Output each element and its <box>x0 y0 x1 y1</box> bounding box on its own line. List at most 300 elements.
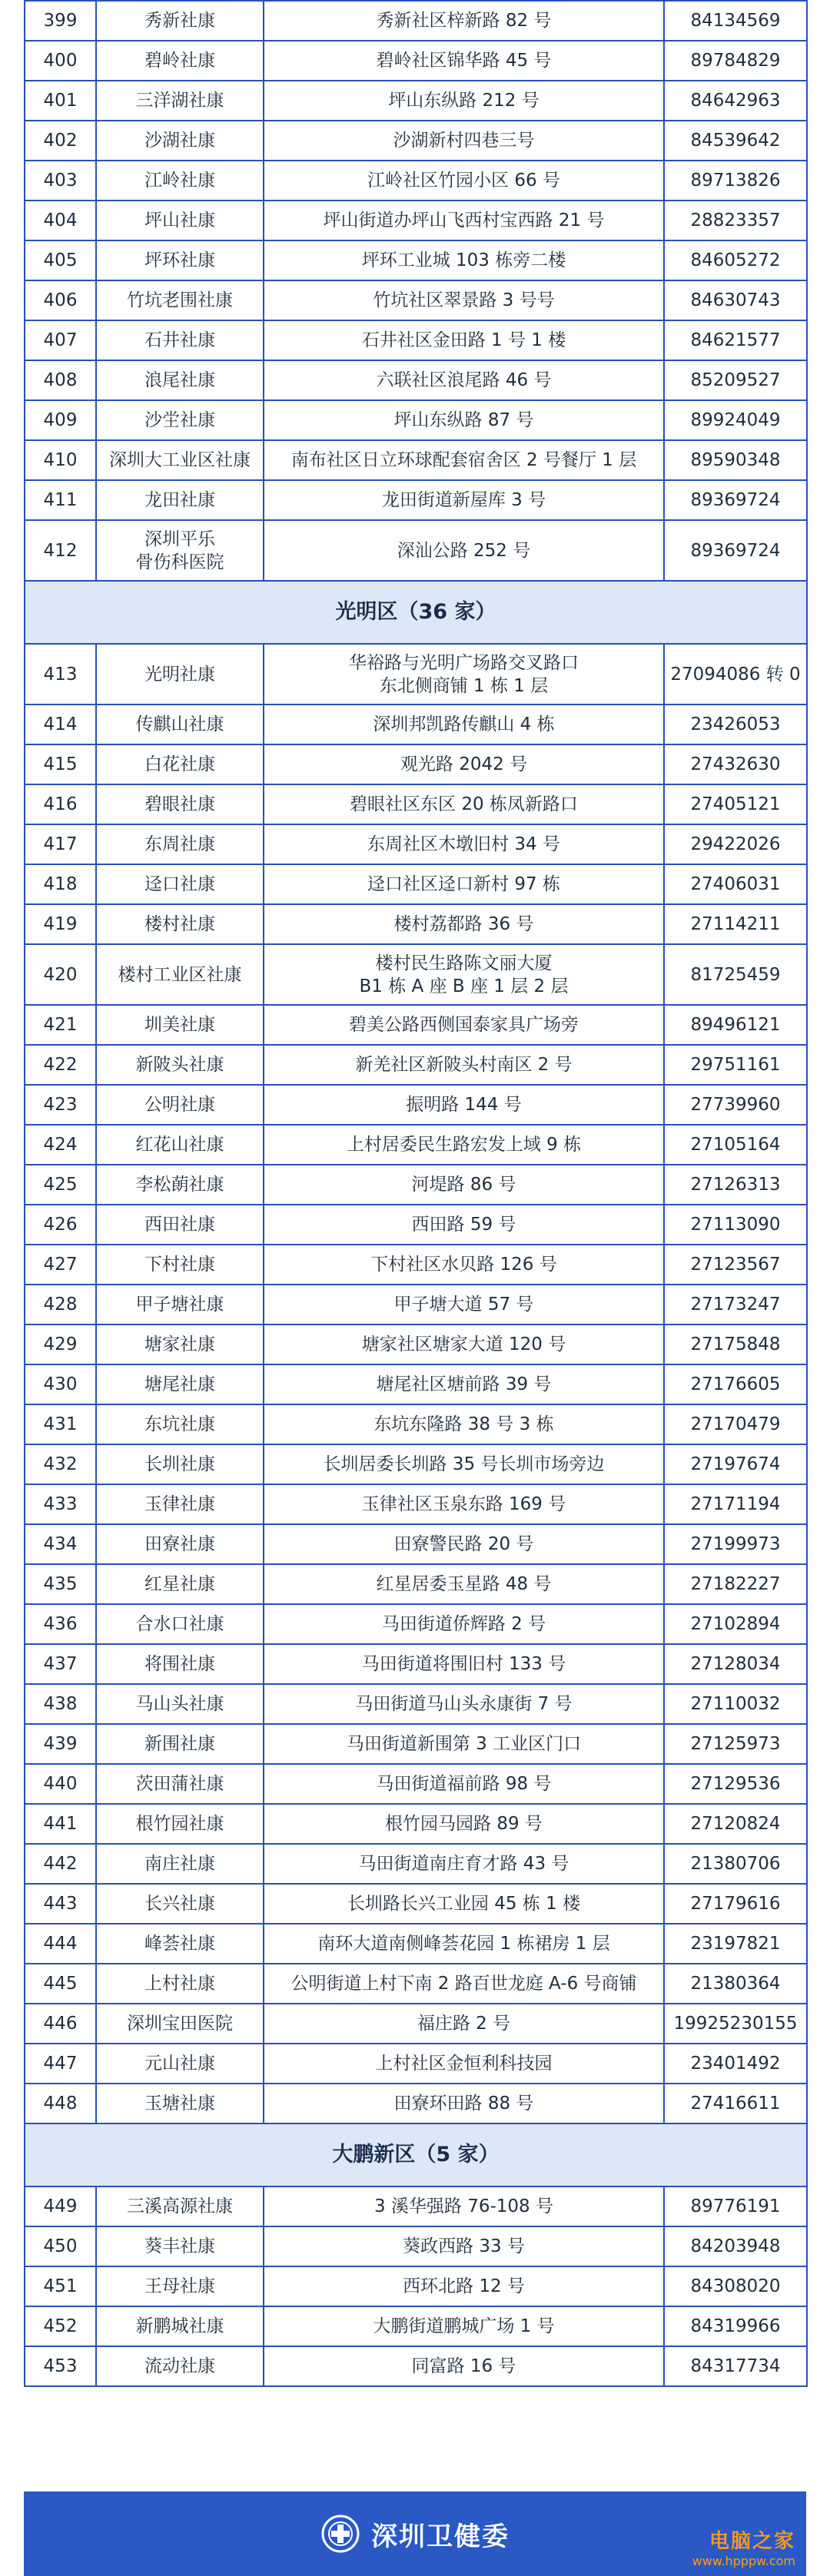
table-row <box>25 944 807 1005</box>
clinic-name-line: 王母社康 <box>144 2276 215 2296</box>
clinic-name-cell <box>96 1844 264 1884</box>
table-row <box>25 2226 807 2266</box>
address-line: 深圳邦凯路传麒山 4 栋 <box>373 714 555 734</box>
table-row <box>25 1884 807 1924</box>
clinic-name-line: 红花山社康 <box>135 1135 224 1155</box>
address-cell <box>264 1524 664 1564</box>
row-number: 429 <box>25 1324 96 1364</box>
address-cell <box>264 1444 664 1484</box>
clinic-name-line: 新围社康 <box>144 1734 215 1754</box>
clinic-name-cell <box>96 400 264 440</box>
phone-cell: 27176605 <box>664 1364 807 1404</box>
phone-cell: 84319966 <box>664 2306 807 2346</box>
address-cell <box>264 121 664 161</box>
clinic-name-cell <box>96 440 264 480</box>
clinic-name-line: 红星社康 <box>144 1574 215 1594</box>
clinic-name-cell <box>96 824 264 864</box>
table-row <box>25 480 807 520</box>
table-row <box>25 1844 807 1884</box>
address-line: 坪环工业城 103 栋旁二楼 <box>361 250 566 270</box>
table-row <box>25 705 807 744</box>
row-number: 440 <box>25 1764 96 1804</box>
address-line: 楼村荔都路 36 号 <box>393 914 534 934</box>
row-number: 426 <box>25 1205 96 1245</box>
table-row <box>25 1964 807 2004</box>
phone-cell: 84308020 <box>664 2266 807 2306</box>
footer-brand <box>320 2514 510 2554</box>
clinic-name-line: 龙田社康 <box>144 490 215 510</box>
row-number: 408 <box>25 360 96 400</box>
clinic-name-line: 将围社康 <box>144 1654 215 1674</box>
row-number: 447 <box>25 2044 96 2084</box>
address-line: 碧美公路西侧国泰家具广场旁 <box>349 1015 579 1035</box>
table-row <box>25 2084 807 2123</box>
address-line: 塘家社区塘家大道 120 号 <box>361 1334 566 1354</box>
clinic-name-cell <box>96 1005 264 1045</box>
table-row <box>25 2346 807 2386</box>
address-cell <box>264 2226 664 2266</box>
phone-cell: 84317734 <box>664 2346 807 2386</box>
clinic-name-cell <box>96 705 264 744</box>
address-line: 石井社区金田路 1 号 1 楼 <box>361 330 566 350</box>
table-row <box>25 2004 807 2044</box>
phone-cell: 84630743 <box>664 280 807 320</box>
clinic-name-cell <box>96 1804 264 1844</box>
phone-cell: 84621577 <box>664 320 807 360</box>
address-line: 楼村民生路陈文丽大厦 <box>375 953 553 973</box>
clinic-name-cell <box>96 1604 264 1644</box>
row-number: 452 <box>25 2306 96 2346</box>
phone-cell: 89496121 <box>664 1005 807 1045</box>
row-number: 404 <box>25 201 96 240</box>
row-number: 438 <box>25 1684 96 1724</box>
phone-cell: 89924049 <box>664 400 807 440</box>
address-cell <box>264 400 664 440</box>
clinic-name-line: 流动社康 <box>144 2356 215 2376</box>
clinic-name-line: 长兴社康 <box>144 1894 215 1914</box>
table-row <box>25 2044 807 2084</box>
address-cell <box>264 360 664 400</box>
clinic-name-cell <box>96 1524 264 1564</box>
row-number: 435 <box>25 1564 96 1604</box>
address-line: 福庄路 2 号 <box>417 2014 511 2034</box>
address-line: 田寮环田路 88 号 <box>393 2094 534 2114</box>
address-line: 坪山东纵路 212 号 <box>388 91 540 111</box>
clinic-name-cell <box>96 81 264 121</box>
address-cell <box>264 280 664 320</box>
clinic-name-line: 茨田蒲社康 <box>135 1774 224 1794</box>
clinic-name-line: 元山社康 <box>144 2054 215 2074</box>
clinic-name-line: 葵丰社康 <box>144 2236 215 2256</box>
clinic-name-line: 长圳社康 <box>144 1454 215 1474</box>
row-number: 453 <box>25 2346 96 2386</box>
clinic-name-line: 迳口社康 <box>144 874 215 894</box>
section-header-row <box>25 2123 807 2186</box>
table-row <box>25 1125 807 1165</box>
watermark <box>692 2525 795 2568</box>
clinic-name-cell <box>96 41 264 81</box>
clinic-name-cell <box>96 2306 264 2346</box>
row-number: 450 <box>25 2226 96 2266</box>
table-row <box>25 1245 807 1285</box>
clinic-name-line: 峰荟社康 <box>144 1934 215 1954</box>
table-row <box>25 904 807 944</box>
row-number: 436 <box>25 1604 96 1644</box>
clinic-name-line: 下村社康 <box>144 1255 215 1275</box>
row-number: 413 <box>25 644 96 705</box>
clinic-name-line: 新鹏城社康 <box>135 2316 224 2336</box>
phone-cell: 27175848 <box>664 1324 807 1364</box>
table-row <box>25 1045 807 1085</box>
clinic-name-line: 坪环社康 <box>144 250 215 270</box>
clinic-name-cell <box>96 904 264 944</box>
table-row <box>25 1644 807 1684</box>
address-cell <box>264 81 664 121</box>
row-number: 420 <box>25 944 96 1005</box>
row-number: 423 <box>25 1085 96 1125</box>
phone-cell: 27094086 转 0 <box>664 644 807 705</box>
address-cell <box>264 201 664 240</box>
address-line: 东坑东隆路 38 号 3 栋 <box>374 1414 554 1434</box>
row-number: 437 <box>25 1644 96 1684</box>
address-cell <box>264 1364 664 1404</box>
clinic-name-cell <box>96 2346 264 2386</box>
clinic-name-line: 坪山社康 <box>144 211 215 230</box>
address-cell <box>264 744 664 784</box>
address-cell <box>264 1245 664 1285</box>
clinic-name-line: 田寮社康 <box>144 1534 215 1554</box>
section-header-row <box>25 581 807 644</box>
address-line: 西环北路 12 号 <box>403 2276 525 2296</box>
clinic-name-line: 白花社康 <box>144 754 215 774</box>
phone-cell: 89369724 <box>664 480 807 520</box>
clinic-name-cell <box>96 1964 264 2004</box>
address-line: 同富路 16 号 <box>411 2356 516 2376</box>
footer-title: 深圳卫健委 <box>371 2521 510 2552</box>
address-line: 马田街道福前路 98 号 <box>376 1774 552 1794</box>
address-line: 碧眼社区东区 20 栋凤新路口 <box>350 794 578 814</box>
address-line: 坪山街道办坪山飞西村宝西路 21 号 <box>323 211 605 230</box>
phone-cell: 89713826 <box>664 161 807 201</box>
address-cell <box>264 1 664 41</box>
clinic-name-line: 沙坣社康 <box>144 410 215 430</box>
clinic-name-line: 石井社康 <box>144 330 215 350</box>
clinic-name-line: 公明社康 <box>144 1095 215 1115</box>
phone-cell: 27739960 <box>664 1085 807 1125</box>
address-cell <box>264 2186 664 2226</box>
phone-cell: 84134569 <box>664 1 807 41</box>
table-row <box>25 1524 807 1564</box>
clinic-name-cell <box>96 1085 264 1125</box>
address-cell <box>264 1804 664 1844</box>
clinic-name-cell <box>96 360 264 400</box>
clinic-name-line: 秀新社康 <box>144 11 215 31</box>
clinic-name-cell <box>96 1764 264 1804</box>
table-row <box>25 1 807 41</box>
table-row <box>25 2306 807 2346</box>
address-line: 竹坑社区翠景路 3 号号 <box>373 290 555 310</box>
phone-cell: 23197821 <box>664 1924 807 1964</box>
row-number: 451 <box>25 2266 96 2306</box>
address-cell <box>264 1684 664 1724</box>
clinic-table-body <box>25 1 807 2386</box>
address-line: 长圳居委长圳路 35 号长圳市场旁边 <box>323 1454 605 1474</box>
clinic-name-cell <box>96 1205 264 1245</box>
clinic-name-cell <box>96 1045 264 1085</box>
address-line: 甲子塘大道 57 号 <box>393 1295 534 1315</box>
table-row <box>25 440 807 480</box>
clinic-name-line: 楼村社康 <box>144 914 215 934</box>
table-row <box>25 1165 807 1205</box>
clinic-name-cell <box>96 1245 264 1285</box>
row-number: 441 <box>25 1804 96 1844</box>
address-line: 田寮警民路 20 号 <box>393 1534 534 1554</box>
clinic-name-cell <box>96 1484 264 1524</box>
row-number: 434 <box>25 1524 96 1564</box>
address-line: 迳口社区迳口新村 97 栋 <box>367 874 560 894</box>
address-cell <box>264 1205 664 1245</box>
row-number: 424 <box>25 1125 96 1165</box>
address-cell <box>264 1724 664 1764</box>
clinic-name-cell <box>96 1644 264 1684</box>
clinic-name-cell <box>96 2044 264 2084</box>
clinic-name-cell <box>96 1285 264 1324</box>
row-number: 422 <box>25 1045 96 1085</box>
row-number: 410 <box>25 440 96 480</box>
address-line: 红星居委玉星路 48 号 <box>376 1574 552 1594</box>
phone-cell: 29751161 <box>664 1045 807 1085</box>
table-row <box>25 280 807 320</box>
table-row <box>25 360 807 400</box>
health-commission-emblem-icon <box>320 2514 360 2554</box>
row-number: 416 <box>25 784 96 824</box>
clinic-name-line: 深圳大工业区社康 <box>109 450 251 470</box>
row-number: 421 <box>25 1005 96 1045</box>
clinic-name-cell <box>96 1444 264 1484</box>
clinic-name-cell <box>96 320 264 360</box>
phone-cell: 19925230155 <box>664 2004 807 2044</box>
row-number: 427 <box>25 1245 96 1285</box>
table-row <box>25 121 807 161</box>
row-number: 419 <box>25 904 96 944</box>
table-row <box>25 81 807 121</box>
phone-cell: 89369724 <box>664 520 807 581</box>
address-cell <box>264 824 664 864</box>
phone-cell: 27182227 <box>664 1564 807 1604</box>
phone-cell: 23401492 <box>664 2044 807 2084</box>
table-row <box>25 644 807 705</box>
row-number: 446 <box>25 2004 96 2044</box>
clinic-name-line: 骨伤科医院 <box>135 552 224 572</box>
clinic-name-cell <box>96 520 264 581</box>
phone-cell: 27114211 <box>664 904 807 944</box>
phone-cell: 27171194 <box>664 1484 807 1524</box>
row-number: 400 <box>25 41 96 81</box>
clinic-name-line: 三洋湖社康 <box>135 91 224 111</box>
address-cell <box>264 944 664 1005</box>
address-cell <box>264 1045 664 1085</box>
row-number: 409 <box>25 400 96 440</box>
address-cell <box>264 2306 664 2346</box>
phone-cell: 27126313 <box>664 1165 807 1205</box>
phone-cell: 27125973 <box>664 1724 807 1764</box>
address-line: 马田街道马山头永康街 7 号 <box>355 1694 573 1714</box>
address-cell <box>264 320 664 360</box>
address-cell <box>264 1005 664 1045</box>
address-line: B1 栋 A 座 B 座 1 层 2 层 <box>359 976 569 996</box>
phone-cell: 27173247 <box>664 1285 807 1324</box>
address-cell <box>264 1484 664 1524</box>
section-title: 光明区（36 家） <box>25 581 807 644</box>
address-cell <box>264 480 664 520</box>
clinic-name-line: 东坑社康 <box>144 1414 215 1434</box>
address-line: 马田街道新围第 3 工业区门口 <box>346 1734 582 1754</box>
clinic-name-line: 马山头社康 <box>135 1694 224 1714</box>
row-number: 418 <box>25 864 96 904</box>
address-cell <box>264 1884 664 1924</box>
address-line: 南布社区日立环球配套宿舍区 2 号餐厅 1 层 <box>290 450 637 470</box>
clinic-name-cell <box>96 121 264 161</box>
address-cell <box>264 864 664 904</box>
row-number: 399 <box>25 1 96 41</box>
table-row <box>25 1285 807 1324</box>
clinic-name-cell <box>96 1324 264 1364</box>
clinic-name-line: 沙湖社康 <box>144 131 215 151</box>
address-line: 葵政西路 33 号 <box>403 2236 525 2256</box>
clinic-name-line: 浪尾社康 <box>144 370 215 390</box>
address-cell <box>264 1125 664 1165</box>
clinic-name-cell <box>96 161 264 201</box>
clinic-name-cell <box>96 2226 264 2266</box>
table-row <box>25 1804 807 1844</box>
phone-cell: 84539642 <box>664 121 807 161</box>
address-line: 龙田街道新屋库 3 号 <box>381 490 546 510</box>
clinic-name-cell <box>96 864 264 904</box>
clinic-name-cell <box>96 1924 264 1964</box>
phone-cell: 27113090 <box>664 1205 807 1245</box>
address-line: 观光路 2042 号 <box>400 754 528 774</box>
clinic-name-line: 塘家社康 <box>144 1334 215 1354</box>
row-number: 448 <box>25 2084 96 2123</box>
clinic-name-cell <box>96 2004 264 2044</box>
clinic-name-cell <box>96 1364 264 1404</box>
phone-cell: 27120824 <box>664 1804 807 1844</box>
clinic-name-line: 新陂头社康 <box>135 1055 224 1075</box>
address-line: 上村居委民生路宏发上域 9 栋 <box>346 1135 582 1155</box>
address-cell <box>264 2084 664 2123</box>
address-line: 西田路 59 号 <box>411 1215 516 1235</box>
clinic-table <box>24 0 808 2387</box>
address-cell <box>264 1604 664 1644</box>
phone-cell: 23426053 <box>664 705 807 744</box>
clinic-name-cell <box>96 1564 264 1604</box>
clinic-name-cell <box>96 644 264 705</box>
phone-cell: 27179616 <box>664 1884 807 1924</box>
phone-cell: 84642963 <box>664 81 807 121</box>
address-cell <box>264 2266 664 2306</box>
address-line: 深汕公路 252 号 <box>397 540 531 561</box>
row-number: 414 <box>25 705 96 744</box>
row-number: 411 <box>25 480 96 520</box>
address-line: 秀新社区梓新路 82 号 <box>376 11 552 31</box>
address-line: 南环大道南侧峰荟花园 1 栋裙房 1 层 <box>317 1934 610 1954</box>
address-line: 河堤路 86 号 <box>411 1175 516 1195</box>
clinic-name-line: 光明社康 <box>144 664 215 685</box>
clinic-name-cell <box>96 1404 264 1444</box>
table-row <box>25 400 807 440</box>
address-cell <box>264 1844 664 1884</box>
clinic-name-cell <box>96 2084 264 2123</box>
clinic-name-line: 碧岭社康 <box>144 51 215 71</box>
address-cell <box>264 161 664 201</box>
phone-cell: 89784829 <box>664 41 807 81</box>
row-number: 442 <box>25 1844 96 1884</box>
address-cell <box>264 41 664 81</box>
address-line: 振明路 144 号 <box>406 1095 522 1115</box>
row-number: 417 <box>25 824 96 864</box>
clinic-name-cell <box>96 201 264 240</box>
address-line: 沙湖新村四巷三号 <box>393 131 535 151</box>
address-cell <box>264 1165 664 1205</box>
phone-cell: 27199973 <box>664 1524 807 1564</box>
clinic-name-line: 李松蓢社康 <box>135 1175 224 1195</box>
row-number: 432 <box>25 1444 96 1484</box>
clinic-name-line: 碧眼社康 <box>144 794 215 814</box>
clinic-name-cell <box>96 280 264 320</box>
row-number: 445 <box>25 1964 96 2004</box>
phone-cell: 27406031 <box>664 864 807 904</box>
clinic-name-line: 玉塘社康 <box>144 2094 215 2114</box>
clinic-name-line: 根竹园社康 <box>135 1814 224 1834</box>
row-number: 443 <box>25 1884 96 1924</box>
address-cell <box>264 1404 664 1444</box>
clinic-name-cell <box>96 2186 264 2226</box>
address-cell <box>264 1285 664 1324</box>
clinic-name-line: 传麒山社康 <box>135 714 224 734</box>
phone-cell: 27123567 <box>664 1245 807 1285</box>
table-row <box>25 1404 807 1444</box>
phone-cell: 89590348 <box>664 440 807 480</box>
address-line: 坪山东纵路 87 号 <box>393 410 534 430</box>
row-number: 428 <box>25 1285 96 1324</box>
address-cell <box>264 904 664 944</box>
clinic-name-line: 圳美社康 <box>144 1015 215 1035</box>
table-row <box>25 784 807 824</box>
table-row <box>25 1724 807 1764</box>
watermark-url: www.hpppw.com <box>692 2554 795 2568</box>
phone-cell: 27405121 <box>664 784 807 824</box>
address-cell <box>264 1644 664 1684</box>
table-row <box>25 824 807 864</box>
phone-cell: 29422026 <box>664 824 807 864</box>
clinic-name-cell <box>96 2266 264 2306</box>
table-row <box>25 41 807 81</box>
phone-cell: 27170479 <box>664 1404 807 1444</box>
row-number: 433 <box>25 1484 96 1524</box>
phone-cell: 27110032 <box>664 1684 807 1724</box>
address-cell <box>264 644 664 705</box>
row-number: 403 <box>25 161 96 201</box>
table-row <box>25 240 807 280</box>
phone-cell: 27432630 <box>664 744 807 784</box>
table-row <box>25 2266 807 2306</box>
table-row <box>25 201 807 240</box>
clinic-name-cell <box>96 1724 264 1764</box>
phone-cell: 89776191 <box>664 2186 807 2226</box>
phone-cell: 84203948 <box>664 2226 807 2266</box>
clinic-name-cell <box>96 240 264 280</box>
address-cell <box>264 520 664 581</box>
